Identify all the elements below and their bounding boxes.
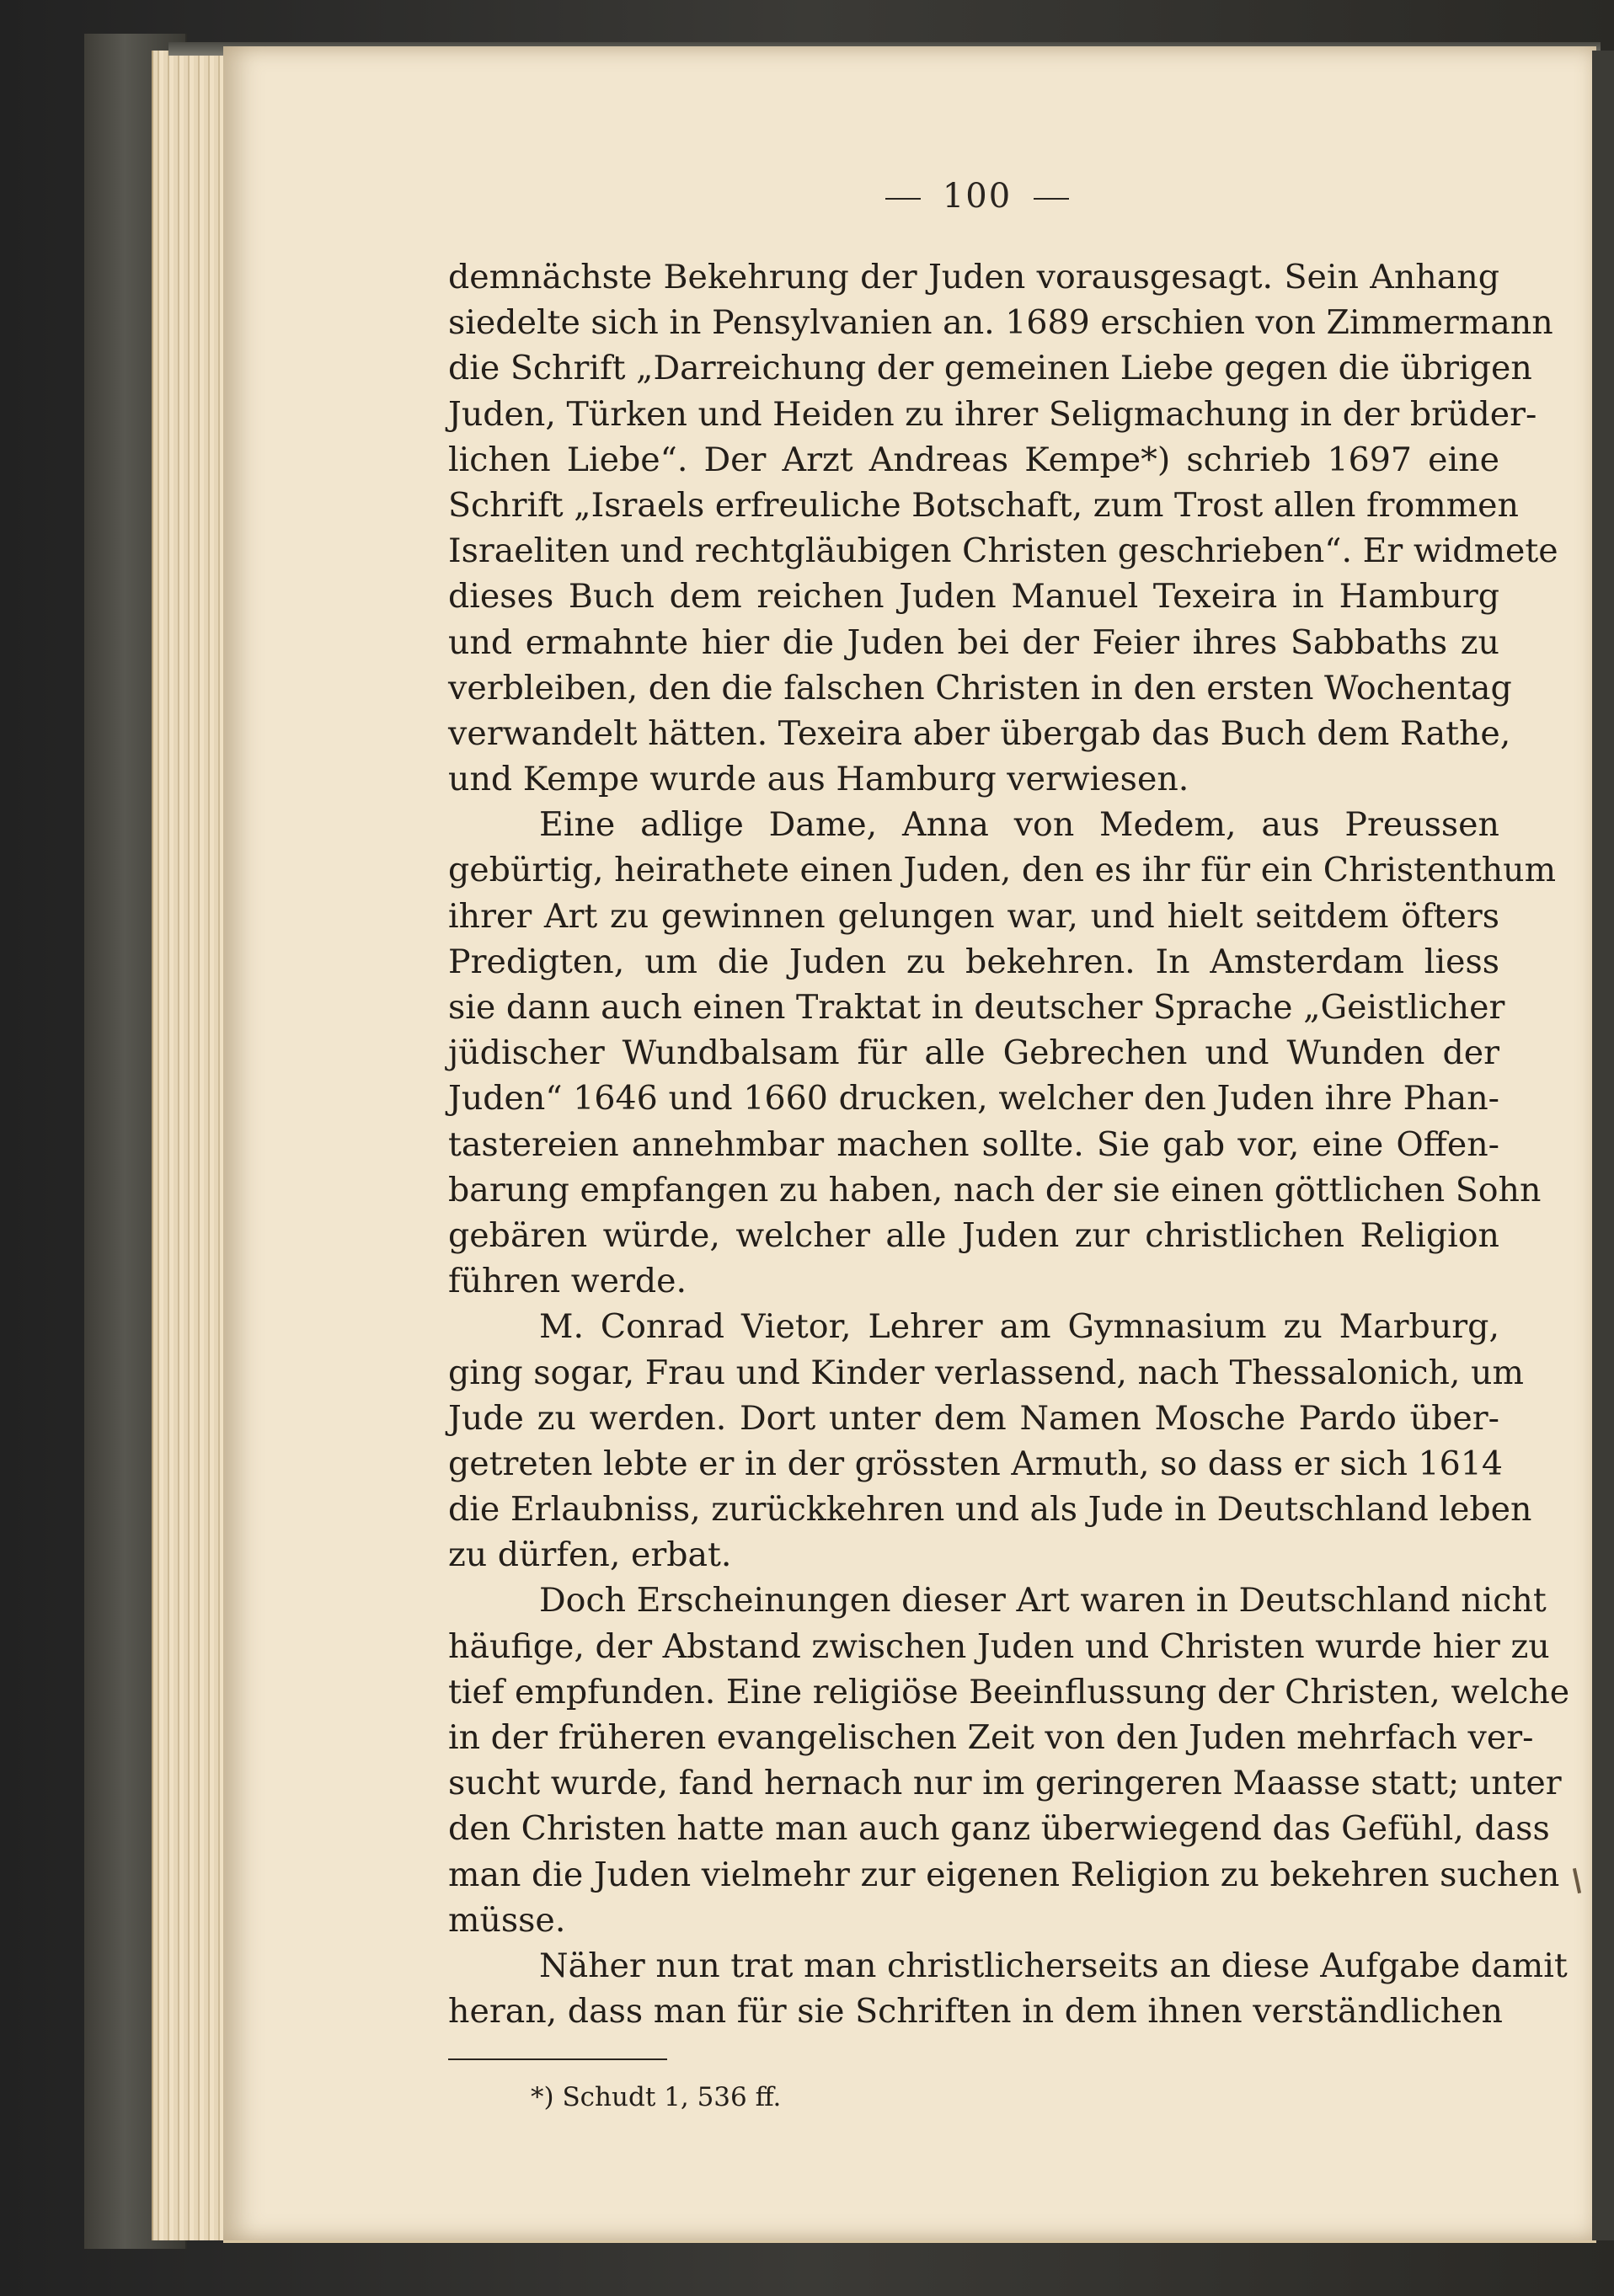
text-line: Israeliten und rechtgläubigen Christen geschrieben“. Er widmete [448,531,1558,571]
text-line: heran, dass man für sie Schriften in dem ihnen verständlichen [448,1992,1503,2032]
text-line: zu dürfen, erbat. [448,1535,732,1575]
footnote: *) Schudt 1, 536 ff. [531,2082,782,2112]
text-line: Jude zu werden. Dort unter dem Namen Mosche Pardo über- [448,1398,1499,1438]
text-line: barung empfangen zu haben, nach der sie einen göttlichen Sohn [448,1170,1542,1209]
text-line: Predigten, um die Juden zu bekehren. In Amsterdam liess [448,942,1499,981]
text-line: siedelte sich in Pensylvanien an. 1689 erschien von Zimmermann [448,303,1553,343]
text-line: Näher nun trat man christlicherseits an diese Aufgabe damit [539,1946,1568,1985]
text-line: müsse. [448,1900,566,1940]
text-line: jüdischer Wundbalsam für alle Gebrechen und Wunden der [448,1033,1499,1073]
text-line: führen werde. [448,1262,687,1301]
text-line: verbleiben, den die falschen Christen in den ersten Wochentag [448,668,1512,707]
text-line: die Schrift „Darreichung der gemeinen Liebe gegen die übrigen [448,349,1532,388]
cover-right-edge [1592,51,1614,2240]
text-line: den Christen hatte man auch ganz überwiegend das Gefühl, dass [448,1809,1550,1849]
footnote-rule [448,2058,667,2060]
text-line: gebürtig, heirathete einen Juden, den es ihr für ein Christenthum [448,851,1557,890]
text-line: und Kempe wurde aus Hamburg verwiesen. [448,760,1189,799]
text-line: Juden, Türken und Heiden zu ihrer Seligmachung in der brüder- [448,394,1537,434]
text-line: tief empfunden. Eine religiöse Beeinflussung der Christen, welche [448,1672,1570,1711]
text-line: Schrift „Israels erfreuliche Botschaft, zum Trost allen frommen [448,485,1519,525]
text-line: tastereien annehmbar machen sollte. Sie gab vor, eine Offen- [448,1124,1499,1164]
page-number-dash-left [885,198,921,200]
text-line: lichen Liebe“. Der Arzt Andreas Kempe*) schrieb 1697 eine [448,440,1499,479]
text-line: Eine adlige Dame, Anna von Medem, aus Preussen [539,805,1499,845]
text-line: getreten lebte er in der grössten Armuth, so dass er sich 1614 [448,1444,1504,1483]
text-line: verwandelt hätten. Texeira aber übergab das Buch dem Rathe, [448,713,1511,753]
text-line: die Erlaubniss, zurückkehren und als Jude in Deutschland leben [448,1490,1532,1530]
text-line: M. Conrad Vietor, Lehrer am Gymnasium zu Marburg, [539,1307,1499,1347]
text-line: ihrer Art zu gewinnen gelungen war, und hielt seitdem öfters [448,896,1499,936]
text-line: Doch Erscheinungen dieser Art waren in Deutschland nicht [539,1581,1547,1621]
text-line: man die Juden vielmehr zur eigenen Religion zu bekehren suchen [448,1855,1560,1894]
text-line: sie dann auch einen Traktat in deutscher Sprache „Geistlicher [448,988,1505,1027]
text-line: ging sogar, Frau und Kinder verlassend, nach Thessalonich, um [448,1353,1524,1392]
text-line: Juden“ 1646 und 1660 drucken, welcher den Juden ihre Phan- [448,1079,1499,1119]
text-line: demnächste Bekehrung der Juden vorausgesagt. Sein Anhang [448,258,1499,296]
page-number-dash-right [1034,198,1069,200]
text-line: und ermahnte hier die Juden bei der Feier ihres Sabbaths zu [448,622,1499,662]
text-line: gebären würde, welcher alle Juden zur christlichen Religion [448,1215,1499,1255]
text-line: dieses Buch dem reichen Juden Manuel Texeira in Hamburg [448,577,1499,617]
text-line: häufige, der Abstand zwischen Juden und Christen wurde hier zu [448,1626,1550,1666]
page-number [842,177,1112,216]
text-line: in der früheren evangelischen Zeit von den Juden mehrfach ver- [448,1718,1534,1757]
text-line: sucht wurde, fand hernach nur im geringeren Maasse statt; unter [448,1764,1562,1803]
page-number-value: 100 [942,177,1013,216]
body-text [448,254,1570,2034]
